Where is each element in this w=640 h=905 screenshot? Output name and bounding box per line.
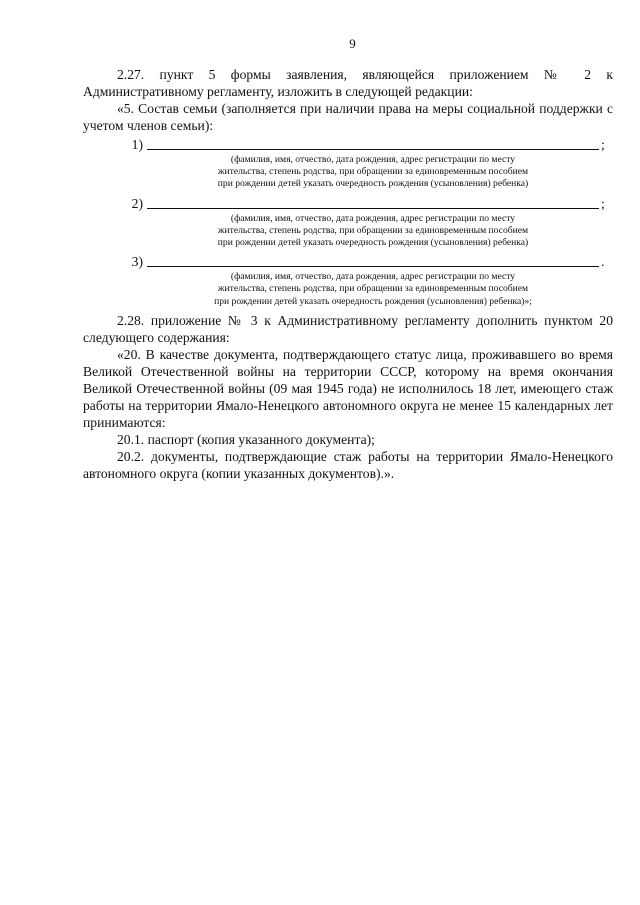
paragraph-item-20: «20. В качестве документа, подтверждающего статус лица, проживавшего во время Великой Отечественной войны на территории СССР, которому на время окончания Великой Отечественной войны (09 мая 1945 года) не исполнилось 18 лет, имеющего стаж работы на территории Ямало-Ненецкого автономного округа не менее 15 календарных лет принимаются:: [83, 346, 613, 430]
entry-blank-line: [147, 254, 599, 267]
family-entry-3: [83, 253, 613, 270]
paragraph-item-20-1: 20.1. паспорт (копия указанного документа);: [117, 431, 375, 447]
caption-line: (фамилия, имя, отчество, дата рождения, адрес регистрации по месту: [230, 271, 516, 283]
caption-line: жительства, степень родства, при обращении за единовременным пособием: [217, 166, 529, 178]
family-entry-2: [83, 195, 613, 212]
caption-line: при рождении детей указать очередность рождения (усыновления) ребенка)»;: [214, 295, 532, 307]
paragraph-item-20-2: 20.2. документы, подтверждающие стаж работы на территории Ямало-Ненецкого автономного округа (копии указанных документов).».: [83, 448, 613, 481]
entry-blank-line: [147, 196, 599, 209]
entry-number: 3): [131, 254, 143, 270]
entry-caption-1: [143, 154, 603, 191]
document-page: [83, 36, 613, 482]
caption-line: при рождении детей указать очередность рождения (усыновления) ребенка): [217, 237, 529, 249]
entry-punctuation: .: [601, 254, 605, 270]
entry-punctuation: ;: [601, 137, 605, 152]
family-entry-1: [83, 136, 613, 153]
caption-line: жительства, степень родства, при обращении за единовременным пособием: [217, 283, 529, 295]
page-number: 9: [349, 36, 356, 51]
entry-number: 2): [131, 195, 143, 211]
paragraph-2-28: 2.28. приложение № 3 к Административному регламенту дополнить пунктом 20 следующего содержания:: [83, 312, 613, 345]
entry-blank-line: [147, 137, 599, 150]
caption-line: (фамилия, имя, отчество, дата рождения, адрес регистрации по месту: [230, 212, 516, 224]
entry-punctuation: ;: [601, 195, 605, 211]
caption-line: жительства, степень родства, при обращении за единовременным пособием: [217, 224, 529, 236]
paragraph-item-5: «5. Состав семьи (заполняется при наличии права на меры социальной поддержки с учетом членов семьи):: [83, 101, 613, 133]
entry-number: 1): [131, 137, 143, 152]
caption-line: при рождении детей указать очередность рождения (усыновления) ребенка): [217, 178, 529, 190]
entry-caption-3: [143, 271, 603, 308]
entry-caption-2: [143, 213, 603, 250]
caption-line: (фамилия, имя, отчество, дата рождения, адрес регистрации по месту: [230, 154, 516, 165]
paragraph-2-27: 2.27. пункт 5 формы заявления, являющейся приложением № 2 к Административному регламенту, изложить в следующей редакции:: [83, 67, 613, 99]
